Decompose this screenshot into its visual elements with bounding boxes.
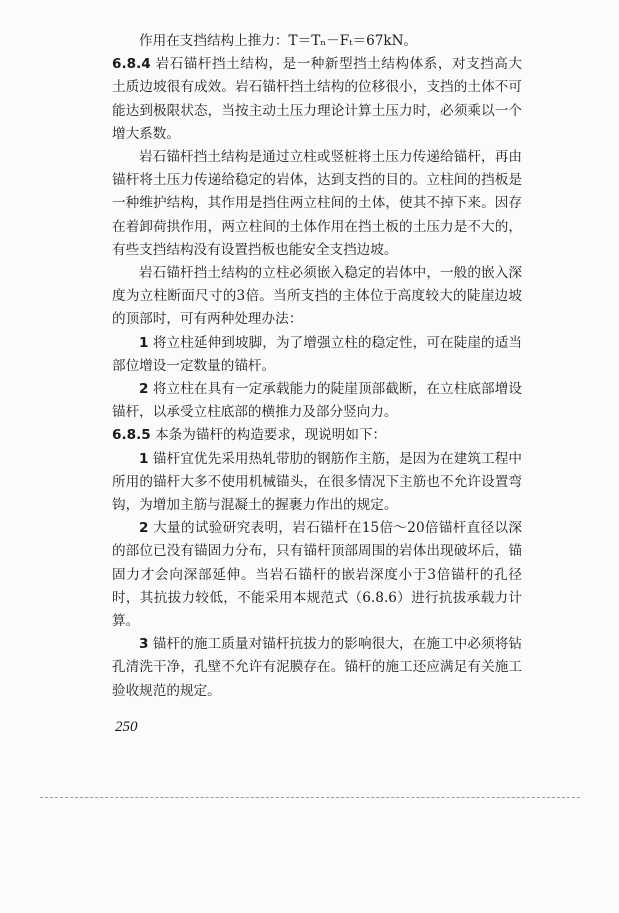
paragraph-text: 岩石锚杆挡土结构的立柱必须嵌入稳定的岩体中，一般的嵌入深度为立柱断面尺寸的3倍。当所支挡的主体位于高度较大的陡崖边坡的顶部时，可有两种处理办法： [112,265,522,328]
paragraph [112,146,522,262]
section-6-8-4 [112,53,522,146]
list-item [112,332,522,378]
item-number: 1 [139,450,149,467]
item-number: 3 [139,636,149,653]
section-text: 岩石锚杆挡土结构，是一种新型挡土结构体系，对支挡高大土质边坡很有成效。岩石锚杆挡土结构的位移很小，支挡的土体不可能达到极限状态，当按主动土压力理论计算土压力时，必须乘以一个增大系数。 [112,56,522,142]
scan-divider [40,797,580,798]
paragraph-text: 岩石锚杆挡土结构是通过立柱或竖桩将土压力传递给锚杆，再由锚杆将土压力传递给稳定的岩体，达到支挡的目的。立柱间的挡板是一种维护结构，其作用是挡住两立柱间的土体，使其不掉下来。因存在着卸荷拱作用，两立柱间的土体作用在挡土板的土压力是不大的，有些支挡结构没有设置挡板也能安全支挡边坡。 [112,149,522,258]
body-text [112,30,522,703]
item-number: 2 [139,520,149,537]
formula-text: 作用在支挡结构上推力：T＝Tₙ－Fₜ＝67kN。 [139,33,418,49]
section-6-8-5 [112,424,522,447]
section-number: 6.8.4 [112,56,151,73]
item-text: 锚杆宜优先采用热轧带肋的钢筋作主筋，是因为在建筑工程中所用的锚杆大多不使用机械锚头，在很多情况下主筋也不允许设置弯钩，为增加主筋与混凝土的握裹力作出的规定。 [112,450,522,514]
list-item [112,448,522,518]
formula-line [112,30,522,53]
item-text: 将立柱在具有一定承载能力的陡崖顶部截断，在立柱底部增设锚杆，以承受立柱底部的横推力及部分竖向力。 [112,381,522,421]
item-number: 2 [139,381,149,398]
item-text: 将立柱延伸到坡脚，为了增强立柱的稳定性，可在陡崖的适当部位增设一定数量的锚杆。 [112,334,522,374]
section-text: 本条为锚杆的构造要求，现说明如下： [155,427,387,444]
section-number: 6.8.5 [112,427,151,444]
list-item [112,378,522,424]
paragraph [112,262,522,332]
item-text: 锚杆的施工质量对锚杆抗拔力的影响很大，在施工中必须将钻孔清洗干净，孔壁不允许有泥膜存在。锚杆的施工还应满足有关施工验收规范的规定。 [112,636,522,699]
item-number: 1 [139,334,149,351]
page-number: 250 [115,719,138,735]
item-text: 大量的试验研究表明，岩石锚杆在15倍～20倍锚杆直径以深的部位已没有锚固力分布，只有锚杆顶部周围的岩体出现破坏后，锚固力才会向深部延伸。当岩石锚杆的嵌岩深度小于3倍锚杆的孔径时，其抗拔力较低，不能采用本规范式（6.8.6）进行抗拔承载力计算。 [112,520,523,630]
list-item [112,517,522,633]
list-item [112,633,522,703]
